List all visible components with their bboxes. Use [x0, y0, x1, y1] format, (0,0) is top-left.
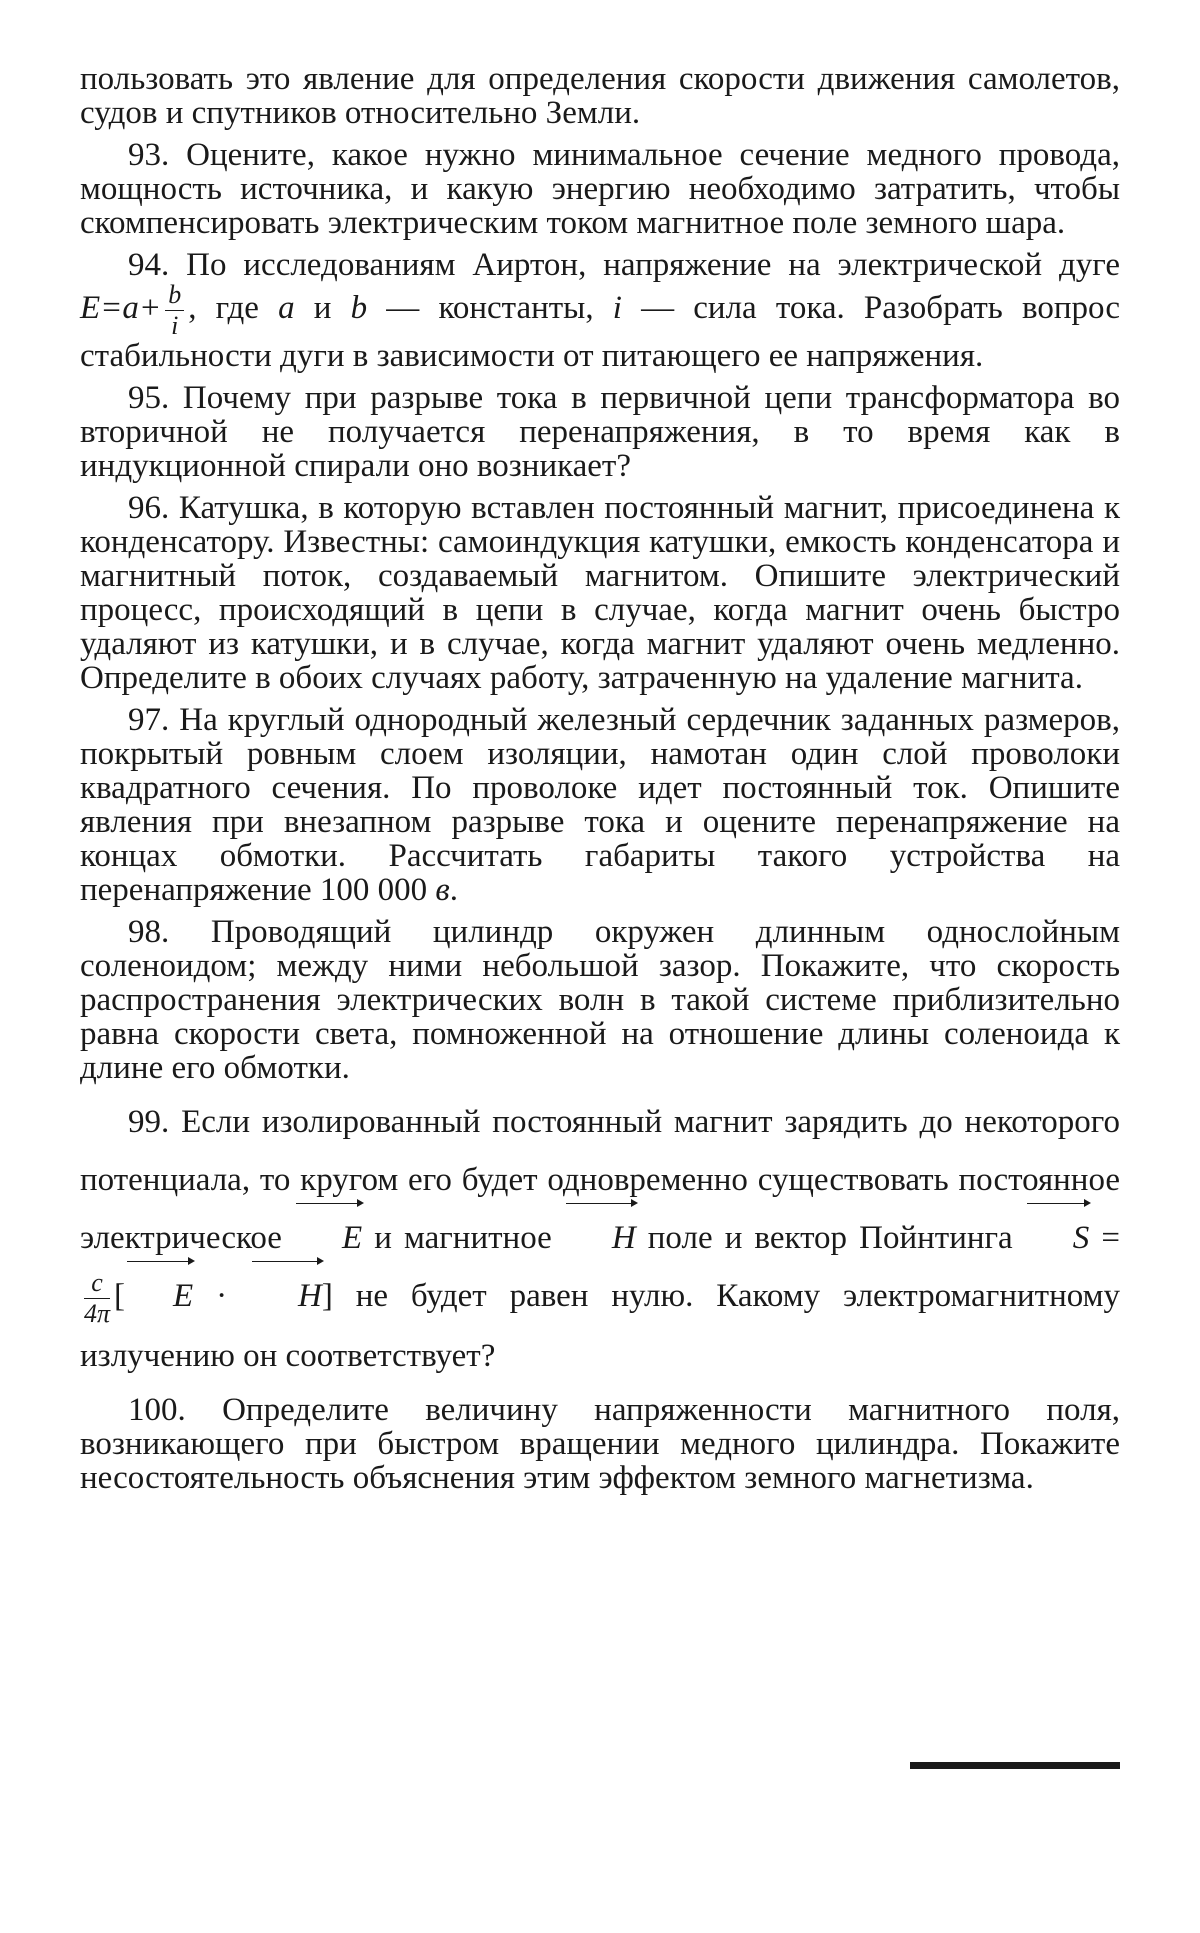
fraction-numerator: b: [165, 282, 184, 311]
poynting-denominator: 4π: [84, 1298, 111, 1328]
problem-99-tail: не будет равен нулю. Какому электромагнитному излучению он соответствует?: [80, 1278, 1120, 1374]
problem-99-start: 99. Если изолированный постоянный магнит зарядить до некоторого потенциала, то кругом его будет одновременно существовать постоянное электрическое: [80, 1104, 1120, 1256]
problem-99-mid2: поле и вектор Пойнтинга: [635, 1220, 1025, 1256]
problem-100: 100. Определите величину напряженности магнитного поля, возникающего при быстром вращении медного цилиндра. Покажите несостоятельность объяснения этим эффектом земного магнетизма.: [80, 1391, 1120, 1496]
dot-operator: ·: [193, 1278, 250, 1314]
problem-97-text: 97. На круглый однородный железный сердечник заданных размеров, покрытый ровным слоем изоляции, намотан один слой проволоки квадратного сечения. По проволоке идет постоянный ток. Опишите явления при внезапном разрыве тока и оцените перенапряжение на концах обмотки. Рассчитать габариты такого устройства на перенапряжение 100 000: [80, 702, 1120, 908]
problem-95: 95. Почему при разрыве тока в первичной цепи трансформатора во вторичной не получается перенапряжения, в то время как в индукционной спирали оно возникает?: [80, 380, 1120, 484]
problem-98: 98. Проводящий цилиндр окружен длинным однослойным соленоидом; между ними небольшой зазор. Покажите, что скорость распространения электрических волн в такой системе приблизительно равна скорости света, помноженной на отношение длины соленоида к длине его обмотки.: [80, 914, 1120, 1086]
bracket-close: ]: [321, 1278, 333, 1314]
problem-99-mid1: и магнитное: [362, 1220, 564, 1256]
vector-h: H: [564, 1209, 636, 1267]
problem-94-intro: 94. По исследованиям Аиртон, напряжение на электрической дуге: [128, 247, 1120, 283]
poynting-fraction: [84, 1267, 111, 1328]
vector-e-product: E: [125, 1267, 193, 1325]
equals-sign: =: [1089, 1220, 1120, 1256]
unit-volt: в: [435, 872, 450, 908]
problem-99: [80, 1093, 1120, 1385]
vector-e: E: [294, 1209, 362, 1267]
problem-97-end: .: [449, 872, 458, 908]
page-body: [80, 62, 1120, 1503]
poynting-numerator: c: [84, 1270, 110, 1299]
problem-97: [80, 703, 1120, 907]
problem-96: 96. Катушка, в которую вставлен постоянный магнит, присоединена к конденсатору. Известны: самоиндукция катушки, емкость конденсатора и магнитный поток, создаваемый магнитом. Опишите электрический процесс, происходящий в цепи в случае, когда магнит очень быстро удаляют из катушки, и в случае, когда магнит удаляют очень медленно. Определите в обоих случаях работу, затраченную на удаление магнита.: [80, 490, 1120, 696]
paragraph-continuation: пользовать это явление для определения скорости движения самолетов, судов и спутников относительно Земли.: [80, 61, 1120, 131]
end-of-section-rule: [910, 1762, 1120, 1769]
problem-94: [80, 248, 1120, 373]
vector-h-product: H: [250, 1267, 322, 1325]
var-b: b: [350, 290, 368, 327]
consts-text: — константы,: [367, 290, 613, 327]
and-text: и: [294, 290, 351, 327]
formula-fraction: [165, 282, 184, 339]
var-i: i: [612, 290, 622, 327]
problem-94-tail: — сила тока. Разобрать вопрос стабильности дуги в зависимости от питающего ее напряжения.: [80, 290, 1120, 374]
var-a: a: [278, 290, 295, 327]
vector-s: S: [1025, 1209, 1090, 1267]
problem-93: 93. Оцените, какое нужно минимальное сечение медного провода, мощность источника, и какую энергию необходимо затратить, чтобы скомпенсировать электрическим током магнитное поле земного шара.: [80, 137, 1120, 241]
fraction-denominator: i: [171, 311, 179, 340]
formula-lhs: E=a+: [80, 290, 162, 327]
problem-94-where: , где: [188, 290, 279, 327]
bracket-open: [: [114, 1278, 126, 1314]
